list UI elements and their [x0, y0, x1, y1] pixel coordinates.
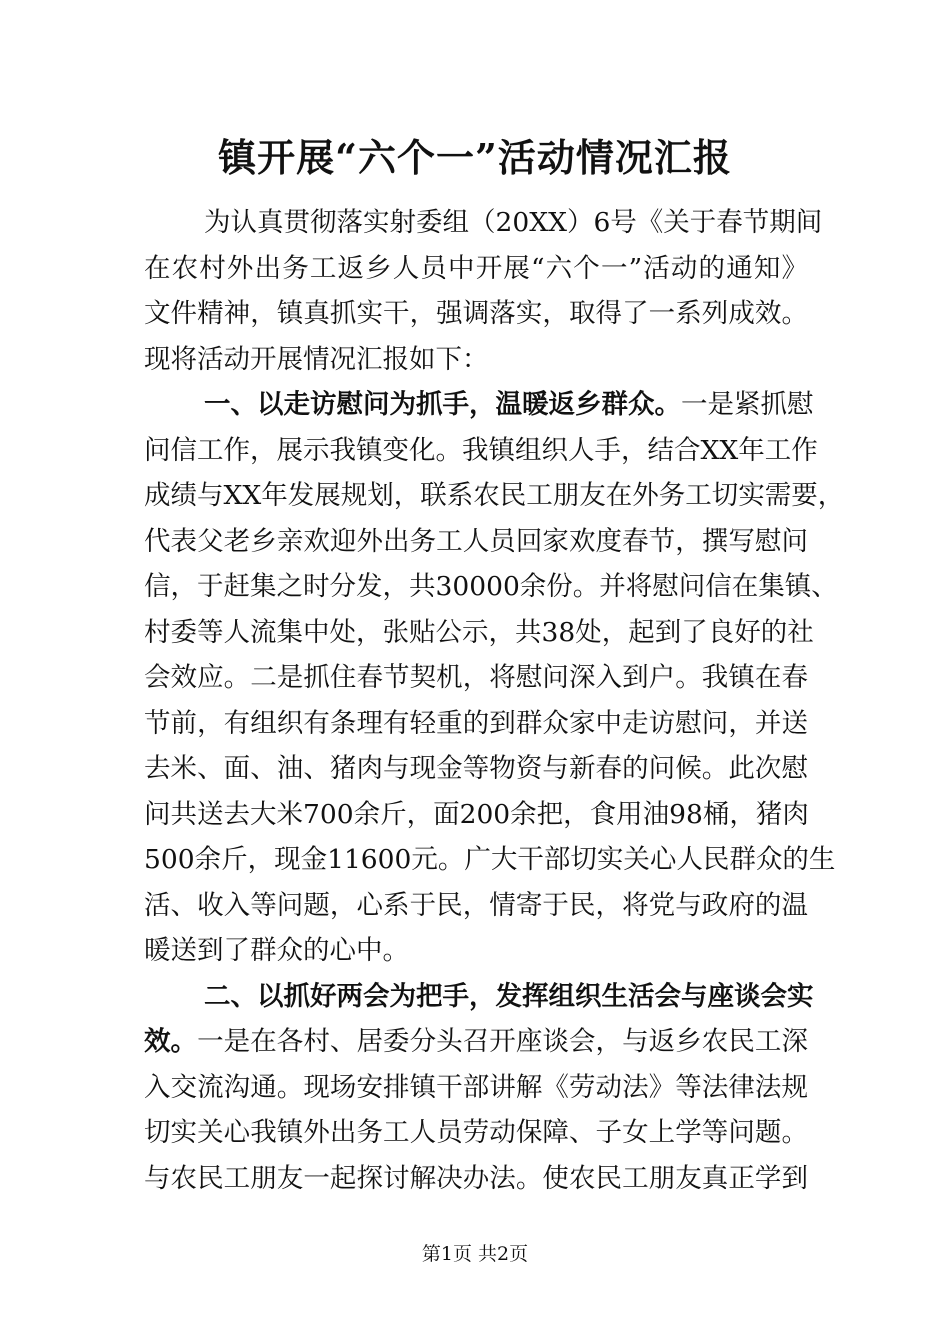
section1-line: 问共送去大米700余斤，面200余把，食用油98桶，猪肉 — [144, 798, 809, 830]
section1-line: 信，于赶集之时分发，共30000余份。并将慰问信在集镇、 — [144, 571, 838, 602]
intro-line: 在农村外出务工返乡人员中开展“六个一”活动的通知》 — [144, 252, 808, 284]
section1-heading: 一、以走访慰问为抓手，温暖返乡群众。 — [204, 389, 681, 420]
section1-line: 暖送到了群众的心中。 — [144, 935, 409, 966]
section2-second-line-rest: 一是在各村、居委分头召开座谈会，与返乡农民工深 — [197, 1026, 808, 1057]
intro-line: 为认真贯彻落实射委组（20XX）6号《关于春节期间 — [204, 207, 823, 238]
section1-line: 村委等人流集中处，张贴公示，共38处，起到了良好的社 — [144, 616, 814, 648]
section2-second-line — [144, 1019, 808, 1065]
document-body — [144, 200, 845, 1201]
section2-heading: 二、以抓好两会为把手，发挥组织生活会与座谈会实 — [204, 980, 814, 1012]
section1-line: 代表父老乡亲欢迎外出务工人员回家欢度春节，撰写慰问 — [144, 525, 808, 557]
section2-line: 入交流沟通。现场安排镇干部讲解《劳动法》等法律法规 — [144, 1071, 808, 1103]
section1-line: 去米、面、油、猪肉与现金等物资与新春的问候。此次慰 — [144, 753, 808, 784]
section1-first-line — [144, 382, 814, 428]
section1-first-line-rest: 一是紧抓慰 — [681, 389, 814, 420]
page-footer: 第1页 共2页 — [421, 1243, 529, 1265]
section2-line: 与农民工朋友一起探讨解决办法。使农民工朋友真正学到 — [144, 1162, 808, 1194]
section1-line: 问信工作，展示我镇变化。我镇组织人手，结合XX年工作 — [144, 434, 818, 466]
section1-line: 成绩与XX年发展规划，联系农民工朋友在外务工切实需要， — [144, 480, 845, 511]
section2-heading-end: 效。 — [144, 1026, 198, 1057]
intro-line: 现将活动开展情况汇报如下： — [144, 343, 489, 375]
document-title: 镇开展“六个一”活动情况汇报 — [218, 135, 732, 180]
section1-line: 500余斤，现金11600元。广大干部切实关心人民群众的生 — [144, 844, 836, 875]
section1-line: 会效应。二是抓住春节契机，将慰问深入到户。我镇在春 — [144, 662, 808, 693]
section1-line: 节前，有组织有条理有轻重的到群众家中走访慰问，并送 — [144, 707, 808, 739]
section1-line: 活、收入等问题，心系于民，情寄于民，将党与政府的温 — [144, 889, 808, 921]
section2-line: 切实关心我镇外出务工人员劳动保障、子女上学等问题。 — [144, 1117, 808, 1148]
intro-line: 文件精神，镇真抓实干，强调落实，取得了一系列成效。 — [144, 298, 808, 329]
